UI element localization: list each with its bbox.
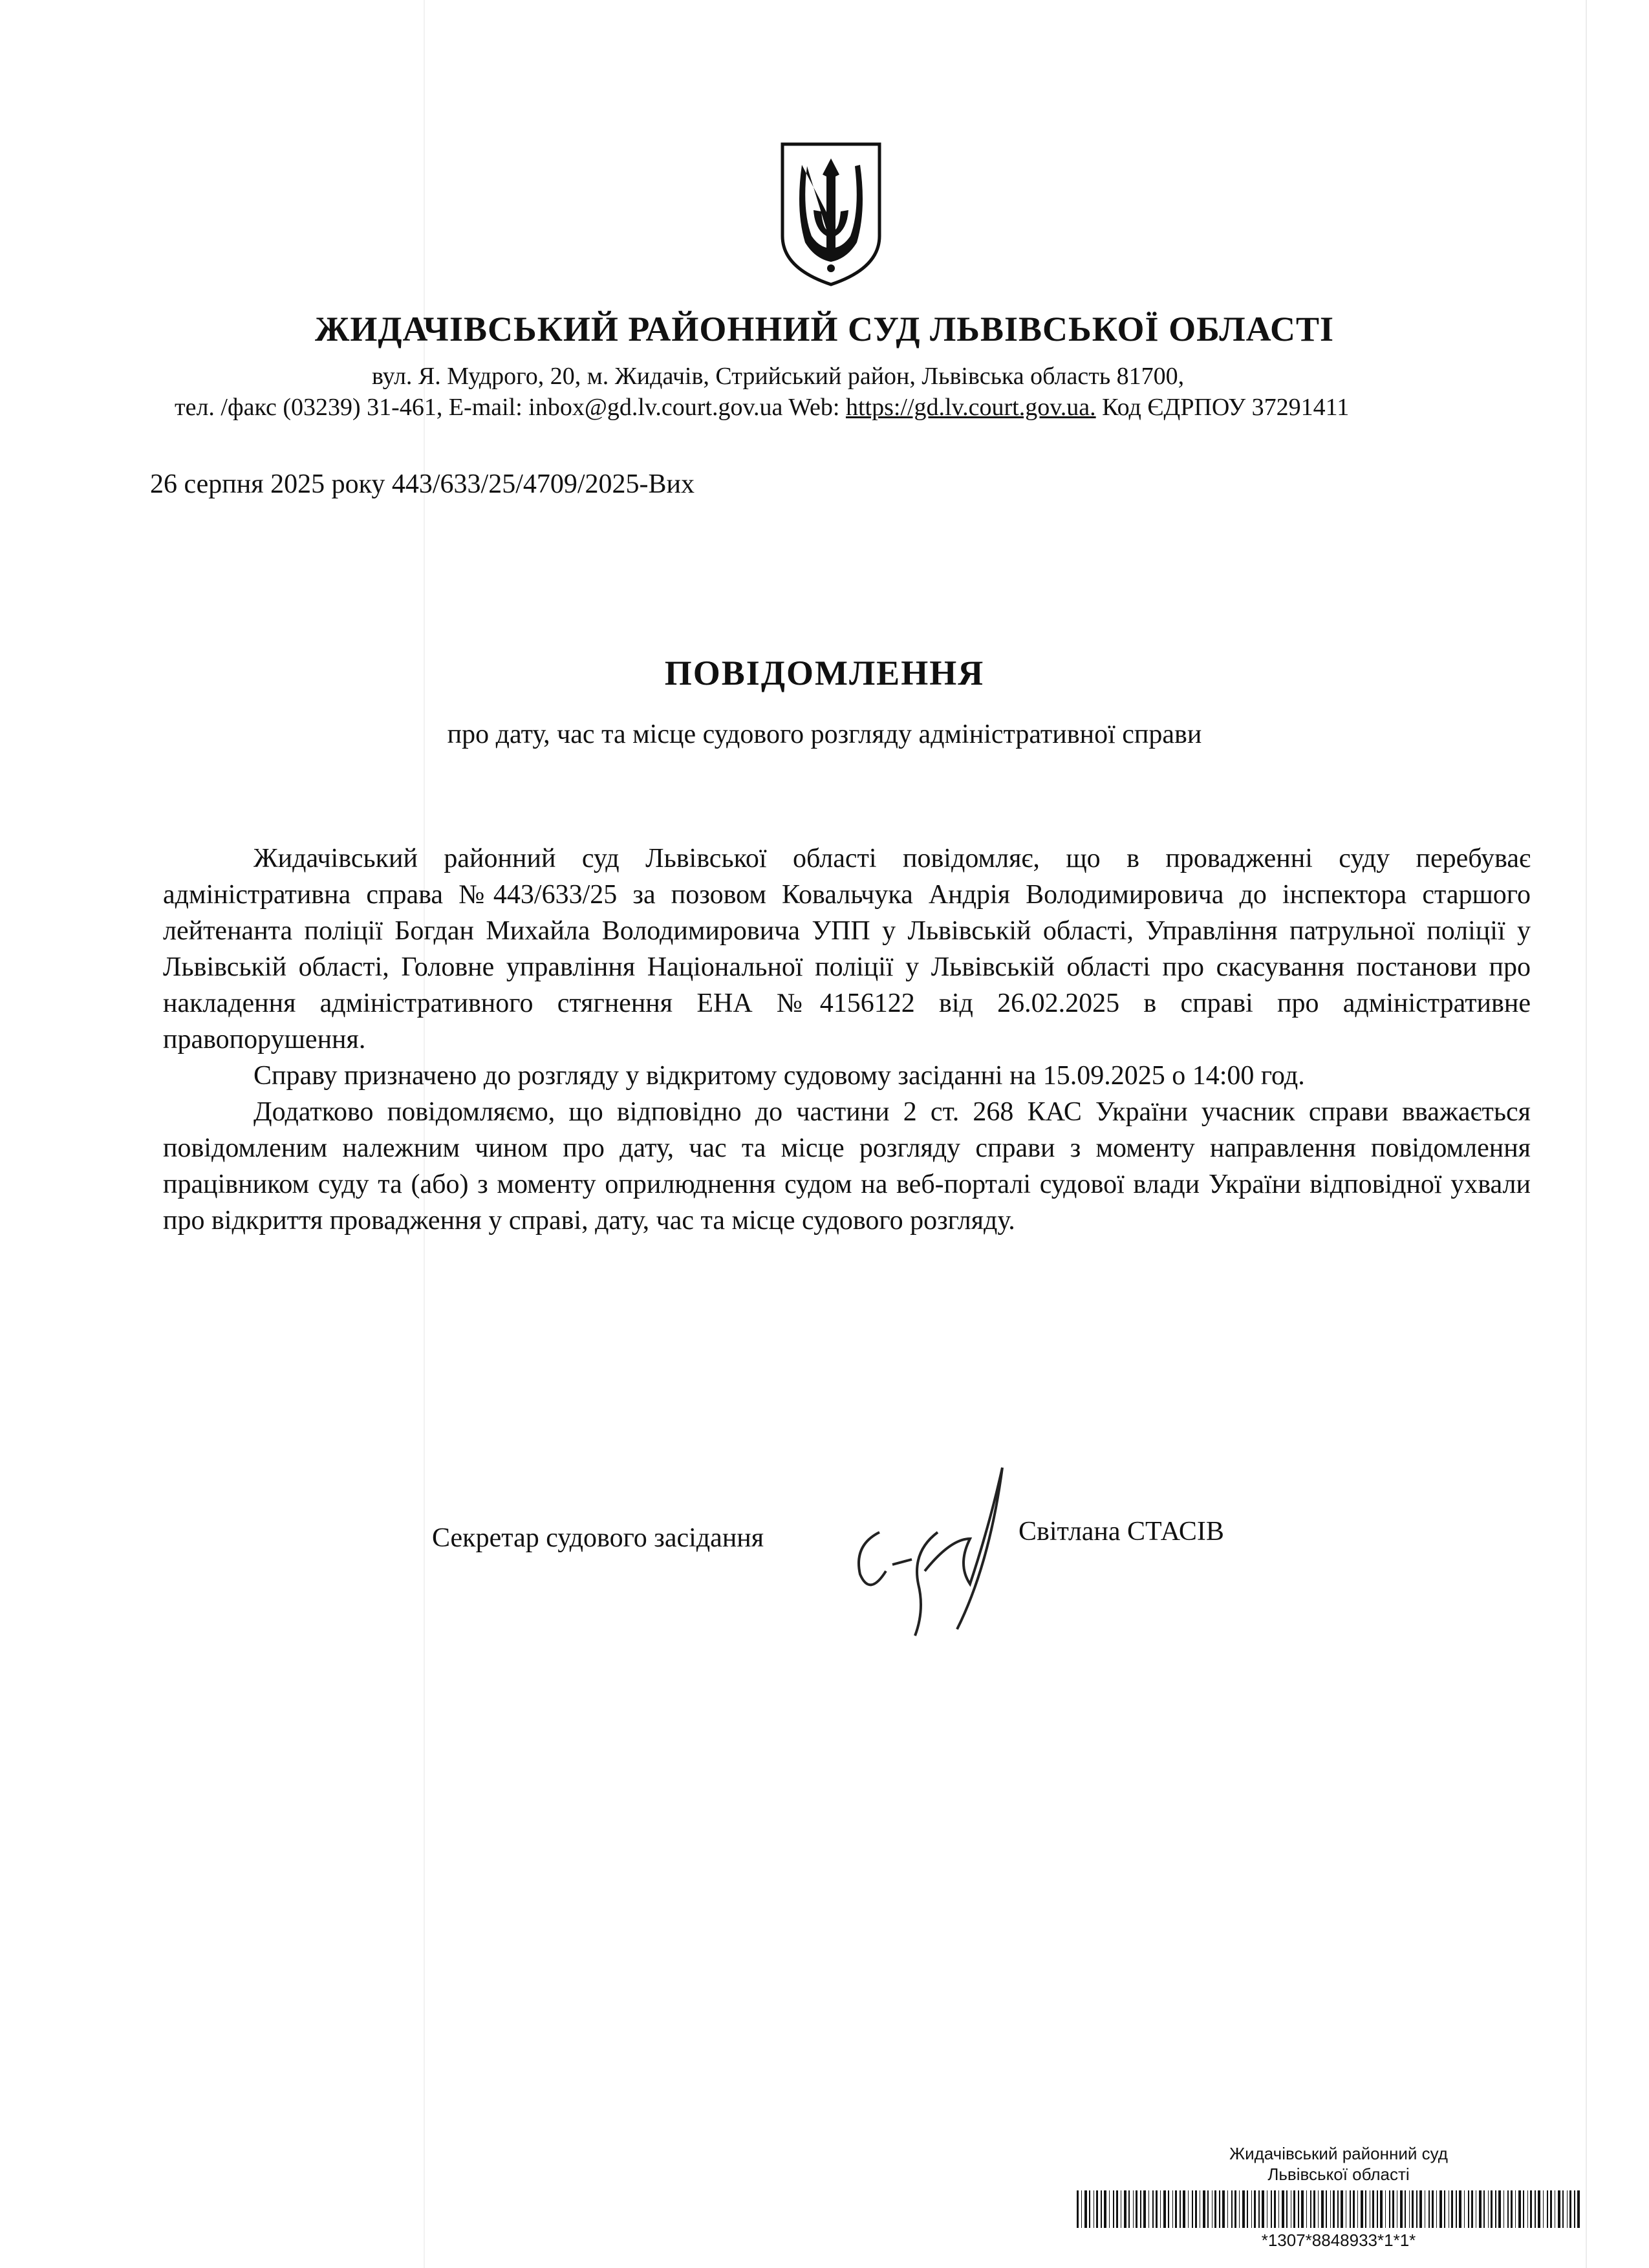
- handwritten-signature-icon: [841, 1435, 1035, 1649]
- paragraph-notice-rules: Додатково повідомляємо, що відповідно до частини 2 ст. 268 КАС України учасник справи вважається повідомленим належним чином про дату, час та місце розгляду справи з моменту направлення повідомлення працівником суду та (або) з моменту оприлюднення судом на веб-порталі судової влади України відповідної ухвали про відкриття провадження у справі, дату, час та місце судового розгляду.: [163, 1097, 1531, 1236]
- barcode-number: *1307*8848933*1*1*: [1261, 2231, 1416, 2250]
- barcode-bar: [1140, 2190, 1141, 2228]
- barcode-bar: [1163, 2190, 1166, 2228]
- barcode-bar: [1400, 2190, 1403, 2228]
- edrpou-code: Код ЄДРПОУ 37291411: [1102, 394, 1350, 421]
- barcode-bar: [1491, 2190, 1493, 2228]
- barcode-bar: [1116, 2190, 1118, 2228]
- barcode-bar: [1550, 2190, 1552, 2228]
- barcode-bar: [1222, 2190, 1225, 2228]
- document-body: [163, 840, 1531, 1239]
- barcode-bar: [1432, 2190, 1434, 2228]
- stamp-court-line1: Жидачівський районний суд: [1229, 2144, 1448, 2163]
- barcode-bar: [1503, 2190, 1504, 2228]
- barcode-bar: [1298, 2190, 1299, 2228]
- barcode-bar: [1214, 2190, 1216, 2228]
- barcode-bar: [1101, 2190, 1102, 2228]
- barcode-bar: [1242, 2190, 1245, 2228]
- barcode-bar: [1341, 2190, 1343, 2228]
- barcode-bar: [1227, 2190, 1228, 2228]
- barcode-bar: [1535, 2190, 1536, 2228]
- barcode-bar: [1464, 2190, 1465, 2228]
- barcode-bar: [1219, 2190, 1220, 2228]
- signatory-name: Світлана СТАСІВ: [1018, 1517, 1224, 1546]
- barcode-bar: [1195, 2190, 1197, 2228]
- barcode-bar: [1511, 2190, 1513, 2228]
- barcode-bar: [1247, 2190, 1248, 2228]
- barcode-bar: [1124, 2190, 1126, 2228]
- barcode-bar: [1392, 2190, 1394, 2228]
- barcode-bar: [1361, 2190, 1363, 2228]
- barcode-bar: [1558, 2190, 1560, 2228]
- barcode-bar: [1353, 2190, 1355, 2228]
- barcode-bar: [1207, 2190, 1209, 2228]
- barcode-bar: [1444, 2190, 1445, 2228]
- paragraph-case-info: Жидачівський районний суд Львівської області повідомляє, що в провадженні суду перебуває адміністративна справа №443/633/25 за позовом Ковальчука Андрія Володимировича до інспектора старшого лейтенанта поліції Богдан Михайла Володимировича УПП у Львівській області, Управління патрульної поліції у Львівській області, Головне управління Національної поліції у Львівській області про скасування постанови про накладення адміністративного стягнення ЕНА №4156122 від 26.02.2025 в справі про адміністративне правопорушення.: [163, 844, 1531, 1054]
- barcode-bar: [1109, 2190, 1110, 2228]
- document-title: ПОВІДОМЛЕННЯ: [664, 654, 985, 692]
- barcode-bar: [1326, 2190, 1327, 2228]
- outgoing-reference: 26 серпня 2025 року 443/633/25/4709/2025-Вих: [150, 469, 695, 499]
- barcode-bar: [1428, 2190, 1430, 2228]
- barcode-bar: [1380, 2190, 1383, 2228]
- barcode-bar: [1488, 2190, 1489, 2228]
- barcode-bar: [1419, 2190, 1422, 2228]
- barcode-bar: [1357, 2190, 1358, 2228]
- barcode-bar: [1282, 2190, 1284, 2228]
- barcode-bar: [1313, 2190, 1315, 2228]
- barcode-bar: [1350, 2190, 1351, 2228]
- barcode-bar: [1234, 2190, 1236, 2228]
- barcode-bar: [1180, 2190, 1181, 2228]
- barcode-bar: [1077, 2190, 1079, 2228]
- barcode-bar: [1574, 2190, 1575, 2228]
- barcode-bar: [1456, 2190, 1457, 2228]
- barcode-bar: [1389, 2190, 1390, 2228]
- barcode-bar: [1143, 2190, 1146, 2228]
- barcode-bar: [1251, 2190, 1252, 2228]
- barcode-bar: [1405, 2190, 1406, 2228]
- barcode-bar: [1254, 2190, 1256, 2228]
- barcode-bar: [1192, 2190, 1193, 2228]
- barcode-bar: [1495, 2190, 1496, 2228]
- barcode-bar: [1518, 2190, 1521, 2228]
- barcode-bar: [1377, 2190, 1378, 2228]
- paragraph-hearing-date: Справу призначено до розгляду у відкритому судовому засіданні на 15.09.2025 о 14:00 год.: [253, 1061, 1305, 1091]
- barcode-bar: [1168, 2190, 1169, 2228]
- signatory-role: Секретар судового засідання: [432, 1523, 764, 1553]
- barcode-bar: [1175, 2190, 1177, 2228]
- barcode-bar: [1188, 2190, 1189, 2228]
- barcode-bar: [1231, 2190, 1233, 2228]
- barcode-bar: [1089, 2190, 1090, 2228]
- barcode-bar: [1203, 2190, 1205, 2228]
- barcode: [1077, 2190, 1581, 2228]
- barcode-bar: [1451, 2190, 1453, 2228]
- barcode-bar: [1471, 2190, 1473, 2228]
- tryzub-coat-of-arms-icon: [776, 139, 886, 288]
- document-subtitle: про дату, час та місце судового розгляду адміністративної справи: [447, 720, 1202, 749]
- barcode-bar: [1136, 2190, 1137, 2228]
- barcode-bar: [1152, 2190, 1154, 2228]
- barcode-bar: [1523, 2190, 1524, 2228]
- barcode-bar: [1577, 2190, 1580, 2228]
- barcode-bar: [1468, 2190, 1469, 2228]
- registry-stamp: [1090, 2143, 1588, 2185]
- barcode-bar: [1128, 2190, 1130, 2228]
- barcode-bar: [1239, 2190, 1240, 2228]
- barcode-bar: [1160, 2190, 1161, 2228]
- barcode-bar: [1459, 2190, 1461, 2228]
- court-address: вул. Я. Мудрого, 20, м. Жидачів, Стрийський район, Львівська область 81700,: [372, 363, 1185, 390]
- barcode-bar: [1530, 2190, 1532, 2228]
- barcode-bar: [1562, 2190, 1564, 2228]
- barcode-bar: [1258, 2190, 1260, 2228]
- barcode-bar: [1321, 2190, 1324, 2228]
- barcode-bar: [1274, 2190, 1276, 2228]
- barcode-bar: [1498, 2190, 1501, 2228]
- barcode-bar: [1412, 2190, 1414, 2228]
- barcode-bar: [1483, 2190, 1485, 2228]
- barcode-bar: [1409, 2190, 1410, 2228]
- barcode-bar: [1081, 2190, 1082, 2228]
- barcode-bar: [1527, 2190, 1528, 2228]
- barcode-bar: [1104, 2190, 1106, 2228]
- barcode-bar: [1333, 2190, 1335, 2228]
- barcode-bar: [1133, 2190, 1134, 2228]
- barcode-bar: [1365, 2190, 1366, 2228]
- barcode-bar: [1084, 2190, 1087, 2228]
- barcode-bar: [1148, 2190, 1149, 2228]
- contact-phone-email: тел. /факс (03239) 31-461, E-mail: inbox@gd.lv.court.gov.ua Web:: [175, 394, 840, 421]
- barcode-bar: [1301, 2190, 1304, 2228]
- barcode-bar: [1567, 2190, 1568, 2228]
- court-name: ЖИДАЧІВСЬКИЙ РАЙОННИЙ СУД ЛЬВІВСЬКОЇ ОБЛАСТІ: [314, 310, 1334, 348]
- barcode-bar: [1416, 2190, 1417, 2228]
- barcode-bar: [1385, 2190, 1386, 2228]
- barcode-bar: [1439, 2190, 1442, 2228]
- barcode-bar: [1479, 2190, 1482, 2228]
- court-contacts: [175, 393, 1349, 422]
- barcode-bar: [1372, 2190, 1374, 2228]
- barcode-bar: [1113, 2190, 1114, 2228]
- barcode-bar: [1096, 2190, 1098, 2228]
- barcode-bar: [1286, 2190, 1288, 2228]
- barcode-bar: [1278, 2190, 1279, 2228]
- website-link[interactable]: https://gd.lv.court.gov.ua.: [845, 394, 1096, 421]
- barcode-bar: [1436, 2190, 1437, 2228]
- barcode-bar: [1337, 2190, 1339, 2228]
- barcode-bar: [1293, 2190, 1295, 2228]
- barcode-bar: [1183, 2190, 1185, 2228]
- barcode-bar: [1507, 2190, 1509, 2228]
- barcode-bar: [1515, 2190, 1516, 2228]
- barcode-bar: [1156, 2190, 1158, 2228]
- barcode-bar: [1172, 2190, 1173, 2228]
- barcode-bar: [1262, 2190, 1264, 2228]
- barcode-bar: [1310, 2190, 1311, 2228]
- barcode-bar: [1330, 2190, 1331, 2228]
- barcode-bar: [1271, 2190, 1272, 2228]
- barcode-bar: [1569, 2190, 1571, 2228]
- barcode-bar: [1306, 2190, 1307, 2228]
- barcode-bar: [1318, 2190, 1319, 2228]
- barcode-bar: [1543, 2190, 1544, 2228]
- barcode-bar: [1538, 2190, 1540, 2228]
- stamp-court-line2: Львівської області: [1267, 2165, 1410, 2184]
- barcode-bar: [1547, 2190, 1548, 2228]
